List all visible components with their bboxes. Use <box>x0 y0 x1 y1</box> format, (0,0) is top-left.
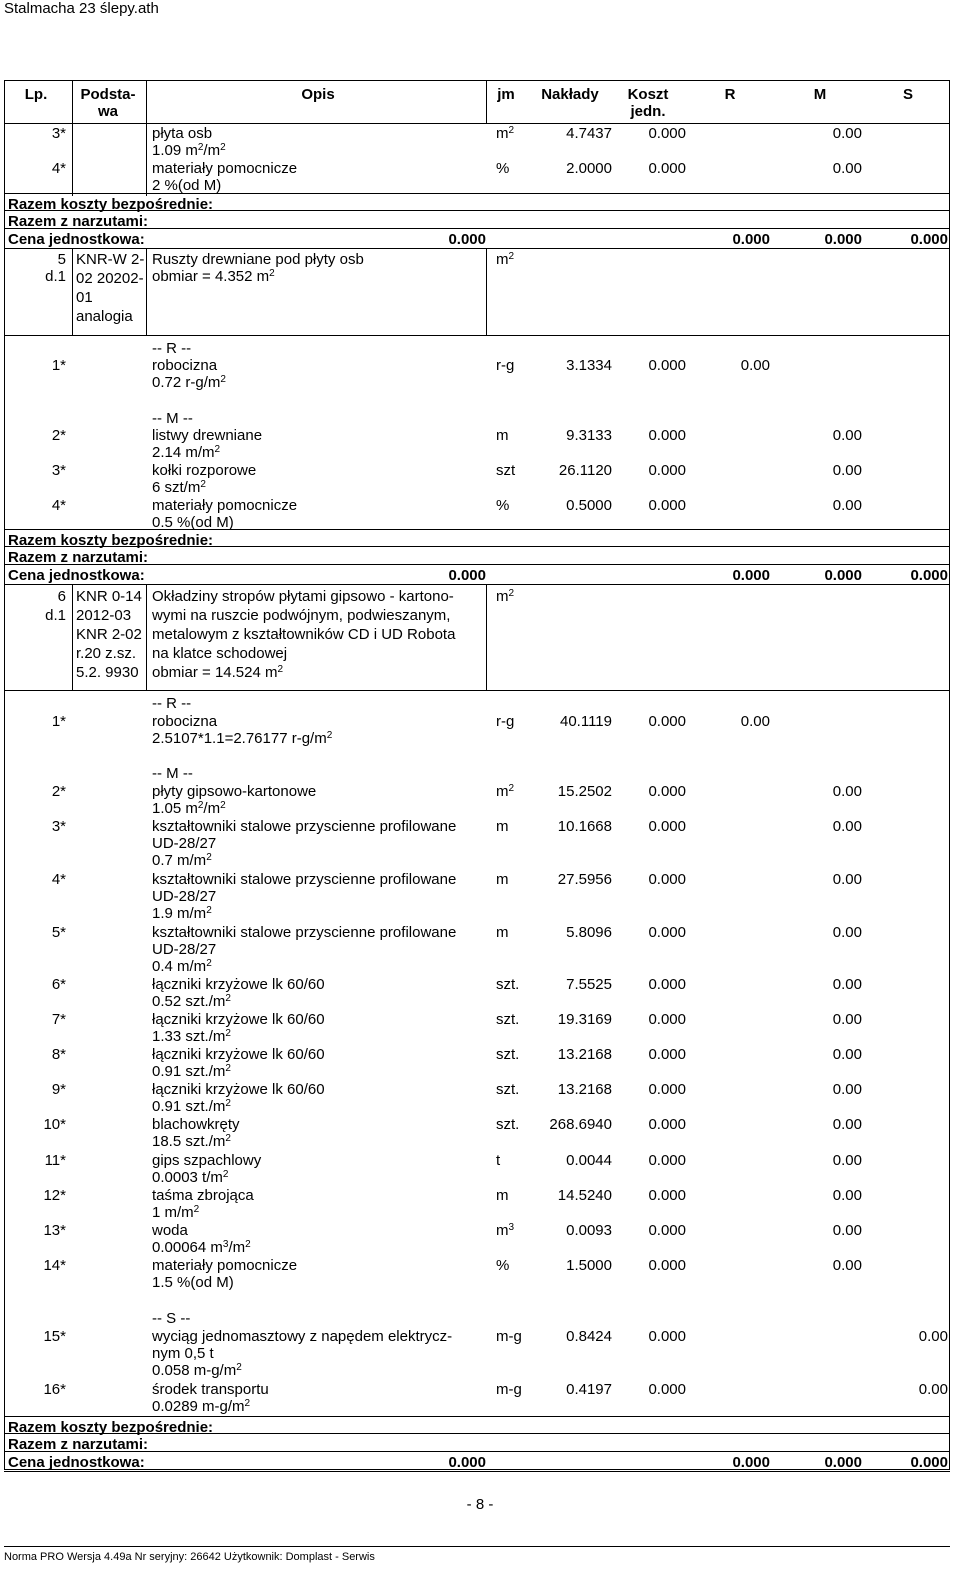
row-opis: łączniki krzyżowe lk 60/60 <box>152 1046 325 1063</box>
row-norm: 0.91 $szt./m^2$ <box>152 1063 231 1080</box>
summary-value: 0.000 <box>732 567 770 584</box>
row-opis: kołki rozporowe <box>152 462 257 479</box>
row-lp: 1* <box>51 357 66 374</box>
row-value: 0.00 <box>832 871 862 888</box>
summary-value: 0.000 <box>732 231 770 248</box>
row-value: 0.00 <box>740 357 770 374</box>
row-opis: wyciąg jednomasztowy z napędem elektrycz- <box>152 1328 453 1345</box>
row-norm: 0.5 %(od M) <box>152 514 234 531</box>
row-naklady: 5.8096 <box>566 924 612 941</box>
row-norm: 2.14 $m/m^2$ <box>152 444 221 461</box>
row-value: 0.00 <box>832 1257 862 1274</box>
position-unit: $m^2$ <box>496 588 515 605</box>
summary-value: 0.000 <box>824 567 862 584</box>
row-lp: 13* <box>43 1222 66 1239</box>
row-value: 0.00 <box>832 1152 862 1169</box>
row-norm: 18.5 $szt./m^2$ <box>152 1133 231 1150</box>
row-divider <box>4 228 950 229</box>
summary-value: 0.000 <box>448 567 486 584</box>
row-divider <box>4 1416 950 1417</box>
row-koszt: 0.000 <box>648 462 686 479</box>
row-koszt: 0.000 <box>648 427 686 444</box>
position-description: wymi na ruszcie podwójnym, podwieszanym, <box>152 607 451 624</box>
summary-value: 0.000 <box>910 1454 948 1471</box>
row-naklady: 27.5956 <box>557 871 612 888</box>
summary-value: 0.000 <box>910 231 948 248</box>
row-naklady: 268.6940 <box>549 1116 612 1133</box>
footer-divider <box>4 1546 950 1547</box>
row-koszt: 0.000 <box>648 160 686 177</box>
row-value: 0.00 <box>832 1116 862 1133</box>
row-naklady: 0.8424 <box>566 1328 612 1345</box>
row-jm: m <box>496 871 509 888</box>
footer-text: Norma PRO Wersja 4.49a Nr seryjny: 26642 Użytkownik: Domplast - Serwis <box>4 1551 375 1563</box>
row-value: 0.00 <box>832 497 862 514</box>
section-label-m: -- M -- <box>152 410 193 427</box>
row-norm: 0.52 $szt./m^2$ <box>152 993 231 1010</box>
position-description: Ruszty drewniane pod płyty osb <box>152 251 364 268</box>
row-koszt: 0.000 <box>648 125 686 142</box>
row-naklady: 0.0044 <box>566 1152 612 1169</box>
row-jm: szt. <box>496 976 520 993</box>
page-number: - 8 - <box>466 1496 494 1513</box>
summary-with-markups: Razem z narzutami: <box>8 549 149 566</box>
document-title: Stalmacha 23 ślepy.ath <box>4 0 159 17</box>
row-lp: 2* <box>51 427 66 444</box>
row-opis: materiały pomocnicze <box>152 160 298 177</box>
summary-value: 0.000 <box>910 567 948 584</box>
row-divider <box>4 1433 950 1434</box>
position-basis: KNR 0-14 <box>76 588 142 605</box>
column-divider <box>486 248 487 335</box>
summary-direct-costs: Razem koszty bezpośrednie: <box>8 1419 214 1436</box>
summary-value: 0.000 <box>448 1454 486 1471</box>
position-number: d.1 <box>45 268 66 285</box>
row-opis: robocizna <box>152 713 218 730</box>
row-koszt: 0.000 <box>648 1046 686 1063</box>
row-value: 0.00 <box>832 125 862 142</box>
row-value: 0.00 <box>832 818 862 835</box>
row-jm: % <box>496 160 510 177</box>
row-koszt: 0.000 <box>648 713 686 730</box>
column-divider <box>486 80 487 123</box>
column-divider <box>72 80 73 196</box>
row-jm: m-g <box>496 1381 522 1398</box>
row-value: 0.00 <box>832 1011 862 1028</box>
row-naklady: 14.5240 <box>557 1187 612 1204</box>
row-jm: r-g <box>496 357 515 374</box>
position-basis: 02 20202- <box>76 270 144 287</box>
summary-unit-price: Cena jednostkowa: <box>8 567 145 584</box>
row-divider <box>4 335 950 336</box>
row-norm: 0.00064 $m^3/m^2$ <box>152 1239 251 1256</box>
row-opis: gips szpachlowy <box>152 1152 262 1169</box>
row-naklady: 15.2502 <box>557 783 612 800</box>
row-koszt: 0.000 <box>648 497 686 514</box>
row-jm: m <box>496 427 509 444</box>
row-value: 0.00 <box>918 1381 948 1398</box>
section-label-r: -- R -- <box>152 340 192 357</box>
row-opis: listwy drewniane <box>152 427 263 444</box>
row-lp: 6* <box>51 976 66 993</box>
section-label-m: -- M -- <box>152 765 193 782</box>
summary-unit-price: Cena jednostkowa: <box>8 1454 145 1471</box>
section-label-r: -- R -- <box>152 695 192 712</box>
position-unit: $m^2$ <box>496 251 515 268</box>
row-naklady: 4.7437 <box>566 125 612 142</box>
row-lp: 3* <box>51 125 66 142</box>
position-quantity: obmiar = 4.352 $m^2$ <box>152 268 275 285</box>
row-divider <box>4 546 950 547</box>
row-opis: łączniki krzyżowe lk 60/60 <box>152 1081 325 1098</box>
row-naklady: 7.5525 <box>566 976 612 993</box>
row-norm: 0.72 $r-g/m^2$ <box>152 374 226 391</box>
position-basis: analogia <box>76 308 133 325</box>
row-opis: taśma zbrojąca <box>152 1187 254 1204</box>
row-jm: $m^2$ <box>496 783 515 800</box>
row-norm: 0.058 $m-g/m^2$ <box>152 1362 242 1379</box>
row-jm: m <box>496 818 509 835</box>
row-value: 0.00 <box>740 713 770 730</box>
row-opis: nym 0,5 t <box>152 1345 214 1362</box>
header-podstawa: Podsta- <box>80 86 136 103</box>
column-divider <box>72 585 73 690</box>
row-lp: 4* <box>51 497 66 514</box>
row-naklady: 40.1119 <box>560 713 612 730</box>
column-divider <box>146 585 147 690</box>
row-koszt: 0.000 <box>648 1257 686 1274</box>
row-value: 0.00 <box>832 1222 862 1239</box>
column-divider <box>146 248 147 335</box>
row-opis: łączniki krzyżowe lk 60/60 <box>152 1011 325 1028</box>
header-koszt: Koszt <box>627 86 669 103</box>
position-description: Okładziny stropów płytami gipsowo - kartono- <box>152 588 454 605</box>
position-basis: 5.2. 9930 <box>76 664 139 681</box>
row-koszt: 0.000 <box>648 924 686 941</box>
row-norm: 1.05 $m^2/m^2$ <box>152 800 226 817</box>
position-number: d.1 <box>45 607 66 624</box>
position-number: 5 <box>57 251 66 268</box>
row-opis: robocizna <box>152 357 218 374</box>
row-lp: 11* <box>44 1152 66 1169</box>
row-koszt: 0.000 <box>648 1011 686 1028</box>
row-koszt: 0.000 <box>648 1187 686 1204</box>
row-lp: 3* <box>51 818 66 835</box>
header-lp: Lp. <box>24 86 48 103</box>
row-jm: $m^2$ <box>496 125 515 142</box>
row-value: 0.00 <box>832 976 862 993</box>
row-lp: 2* <box>51 783 66 800</box>
row-divider <box>4 193 950 194</box>
summary-direct-costs: Razem koszty bezpośrednie: <box>8 532 214 549</box>
row-lp: 15* <box>43 1328 66 1345</box>
column-divider <box>486 585 487 690</box>
row-naklady: 9.3133 <box>566 427 612 444</box>
row-jm: $m^3$ <box>496 1222 515 1239</box>
row-koszt: 0.000 <box>648 1222 686 1239</box>
row-opis: płyta osb <box>152 125 213 142</box>
row-jm: r-g <box>496 713 515 730</box>
row-opis: kształtowniki stalowe przyscienne profilowane <box>152 818 457 835</box>
summary-value: 0.000 <box>448 231 486 248</box>
row-norm: 1.33 $szt./m^2$ <box>152 1028 231 1045</box>
row-jm: m <box>496 1187 509 1204</box>
position-basis: KNR-W 2- <box>76 251 145 268</box>
row-lp: 10* <box>43 1116 66 1133</box>
row-value: 0.00 <box>832 1081 862 1098</box>
row-lp: 3* <box>51 462 66 479</box>
row-lp: 4* <box>51 160 66 177</box>
position-basis: r.20 z.sz. <box>76 645 137 662</box>
row-koszt: 0.000 <box>648 871 686 888</box>
position-basis: KNR 2-02 <box>76 626 142 643</box>
row-jm: szt. <box>496 1011 520 1028</box>
header-opis: Opis <box>301 86 335 103</box>
row-opis: łączniki krzyżowe lk 60/60 <box>152 976 325 993</box>
summary-with-markups: Razem z narzutami: <box>8 1436 149 1453</box>
row-lp: 7* <box>51 1011 66 1028</box>
position-description: metalowym z kształtowników CD i UD Robota <box>152 626 456 643</box>
row-value: 0.00 <box>832 462 862 479</box>
header-jm: jm <box>497 86 515 103</box>
row-norm: 0.0003 $t/m^2$ <box>152 1169 229 1186</box>
summary-unit-price: Cena jednostkowa: <box>8 231 145 248</box>
row-opis: woda <box>152 1222 188 1239</box>
row-divider <box>4 1451 950 1452</box>
row-value: 0.00 <box>832 924 862 941</box>
row-norm: 0.4 $m/m^2$ <box>152 958 212 975</box>
row-lp: 4* <box>51 871 66 888</box>
row-naklady: 13.2168 <box>557 1046 612 1063</box>
position-number: 6 <box>57 588 66 605</box>
row-value: 0.00 <box>832 783 862 800</box>
row-jm: szt <box>496 462 516 479</box>
row-naklady: 0.4197 <box>566 1381 612 1398</box>
row-norm: 6 szt/$m^2$ <box>152 479 206 496</box>
row-value: 0.00 <box>918 1328 948 1345</box>
row-opis: kształtowniki stalowe przyscienne profilowane <box>152 924 457 941</box>
row-lp: 14* <box>43 1257 66 1274</box>
row-norm: 0.7 $m/m^2$ <box>152 852 212 869</box>
position-basis: 01 <box>76 289 93 306</box>
row-koszt: 0.000 <box>648 1116 686 1133</box>
row-lp: 9* <box>51 1081 66 1098</box>
row-jm: szt. <box>496 1046 520 1063</box>
row-jm: m <box>496 924 509 941</box>
row-koszt: 0.000 <box>648 1081 686 1098</box>
row-naklady: 0.5000 <box>566 497 612 514</box>
row-naklady: 13.2168 <box>557 1081 612 1098</box>
row-naklady: 10.1668 <box>557 818 612 835</box>
summary-value: 0.000 <box>824 231 862 248</box>
row-value: 0.00 <box>832 1046 862 1063</box>
header-podstawa: wa <box>97 103 118 120</box>
row-norm: 0.0289 $m-g/m^2$ <box>152 1398 251 1415</box>
row-norm: 1.9 $m/m^2$ <box>152 905 212 922</box>
row-naklady: 26.1120 <box>558 462 612 479</box>
row-koszt: 0.000 <box>648 976 686 993</box>
row-koszt: 0.000 <box>648 357 686 374</box>
row-lp: 16* <box>43 1381 66 1398</box>
row-koszt: 0.000 <box>648 783 686 800</box>
row-jm: t <box>496 1152 501 1169</box>
row-opis: UD-28/27 <box>152 941 217 958</box>
row-opis: materiały pomocnicze <box>152 1257 298 1274</box>
row-naklady: 1.5000 <box>566 1257 612 1274</box>
header-naklady: Nakłady <box>541 86 599 103</box>
row-koszt: 0.000 <box>648 1381 686 1398</box>
row-opis: blachowkręty <box>152 1116 240 1133</box>
row-norm: 0.91 $szt./m^2$ <box>152 1098 231 1115</box>
row-norm: 1 $m/m^2$ <box>152 1204 200 1221</box>
section-label-s: -- S -- <box>152 1310 191 1327</box>
row-naklady: 19.3169 <box>557 1011 612 1028</box>
header-m: M <box>813 86 827 103</box>
column-divider <box>146 80 147 196</box>
header-r: R <box>724 86 736 103</box>
row-opis: UD-28/27 <box>152 835 217 852</box>
position-description: obmiar = 14.524 $m^2$ <box>152 664 284 681</box>
row-divider <box>4 529 950 530</box>
summary-direct-costs: Razem koszty bezpośrednie: <box>8 196 214 213</box>
row-norm: 2 %(od M) <box>152 177 222 194</box>
header-s: S <box>902 86 913 103</box>
row-jm: % <box>496 497 510 514</box>
row-lp: 12* <box>43 1187 66 1204</box>
position-description: na klatce schodowej <box>152 645 288 662</box>
row-divider <box>4 1471 950 1472</box>
column-divider <box>72 248 73 335</box>
row-jm: % <box>496 1257 510 1274</box>
row-naklady: 2.0000 <box>566 160 612 177</box>
row-koszt: 0.000 <box>648 1152 686 1169</box>
row-divider <box>4 210 950 211</box>
row-naklady: 0.0093 <box>566 1222 612 1239</box>
summary-value: 0.000 <box>732 1454 770 1471</box>
row-koszt: 0.000 <box>648 1328 686 1345</box>
row-norm: 2.5107*1.1=2.76177 $r-g/m^2$ <box>152 730 333 747</box>
row-value: 0.00 <box>832 427 862 444</box>
row-value: 0.00 <box>832 1187 862 1204</box>
header-koszt: jedn. <box>630 103 666 120</box>
row-naklady: 3.1334 <box>566 357 612 374</box>
row-jm: szt. <box>496 1081 520 1098</box>
summary-with-markups: Razem z narzutami: <box>8 213 149 230</box>
summary-value: 0.000 <box>824 1454 862 1471</box>
row-norm: 1.5 %(od M) <box>152 1274 234 1291</box>
row-koszt: 0.000 <box>648 818 686 835</box>
row-lp: 1* <box>51 713 66 730</box>
row-jm: m-g <box>496 1328 522 1345</box>
row-opis: materiały pomocnicze <box>152 497 298 514</box>
row-lp: 8* <box>51 1046 66 1063</box>
row-divider <box>4 564 950 565</box>
row-opis: środek transportu <box>152 1381 269 1398</box>
row-opis: płyty gipsowo-kartonowe <box>152 783 317 800</box>
row-divider <box>4 690 950 691</box>
position-basis: 2012-03 <box>76 607 132 624</box>
row-norm: 1.09 $m^2/m^2$ <box>152 142 226 159</box>
row-value: 0.00 <box>832 160 862 177</box>
row-jm: szt. <box>496 1116 520 1133</box>
row-opis: kształtowniki stalowe przyscienne profilowane <box>152 871 457 888</box>
row-lp: 5* <box>51 924 66 941</box>
row-opis: UD-28/27 <box>152 888 217 905</box>
